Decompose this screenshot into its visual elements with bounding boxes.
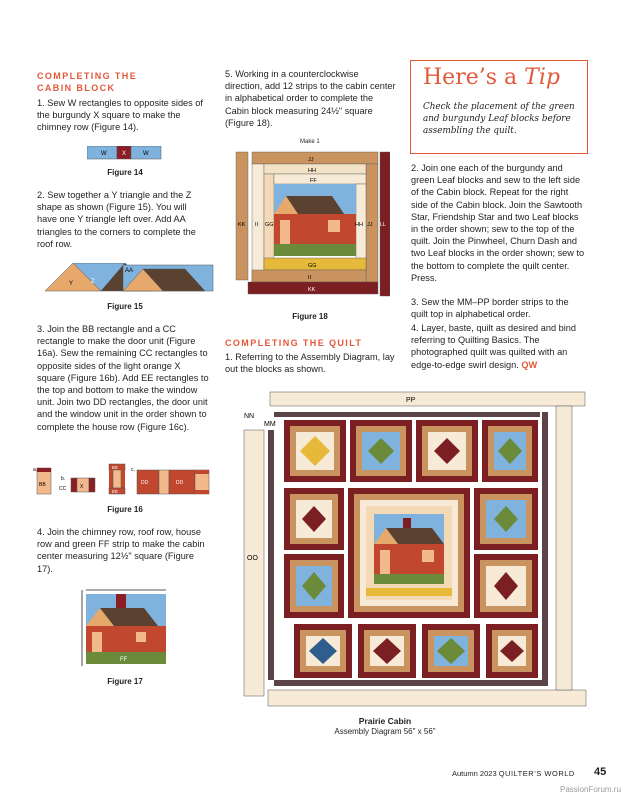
ff-label: FF bbox=[120, 657, 128, 663]
central-cabin-block bbox=[348, 488, 470, 618]
pp-border bbox=[270, 392, 585, 406]
diagram-title: Prairie Cabin bbox=[358, 716, 412, 726]
w-label-right: W bbox=[143, 151, 149, 157]
make-label: Make 1 bbox=[300, 139, 320, 145]
diagram-subtitle: Assembly Diagram 56" x 56" bbox=[334, 727, 436, 736]
qw-end-mark: QW bbox=[521, 359, 538, 370]
step-3b-text: 3. Sew the MM–PP border strips to the quilt top in alphabetical order. bbox=[411, 297, 569, 320]
step-4-text: 4. Join the chimney row, roof row, house row and green FF strip to make the cabin center measuring 12½" square (Figure 17). bbox=[37, 527, 205, 574]
w-label-left: W bbox=[101, 151, 107, 157]
gg-left-label: GG bbox=[265, 222, 274, 228]
quilt-step-1-text: 1. Referring to the Assembly Diagram, lay out the blocks as shown. bbox=[225, 352, 395, 375]
cc-label: CC bbox=[59, 486, 67, 492]
b-label: b. bbox=[61, 476, 66, 482]
jj-right-label: JJ bbox=[367, 222, 373, 228]
oo-label: OO bbox=[247, 555, 258, 562]
x-label: X bbox=[122, 151, 127, 157]
tip-title: Here’s a Tip bbox=[423, 65, 560, 90]
tip-text: Check the placement of the green and burgundy Leaf blocks before assembling the quilt. bbox=[423, 102, 575, 136]
gg-bottom-label: GG bbox=[308, 263, 317, 269]
figure-14-diagram bbox=[87, 146, 165, 160]
figure-14-caption: Figure 14 bbox=[107, 168, 143, 177]
bb-label: BB bbox=[39, 482, 46, 488]
tip-box bbox=[410, 60, 588, 154]
x-window-label: X bbox=[80, 484, 84, 490]
hh-right-label: HH bbox=[355, 222, 363, 228]
a-label: a. bbox=[33, 467, 38, 473]
dd-label-1: DD bbox=[141, 480, 149, 486]
figure-17-caption: Figure 17 bbox=[107, 677, 143, 686]
ee-label-bottom: EE bbox=[112, 489, 119, 494]
figure-16-caption: Figure 16 bbox=[107, 505, 143, 514]
assembly-diagram bbox=[238, 388, 588, 714]
bottom-row-blocks bbox=[294, 624, 538, 678]
dd-label-2: DD bbox=[176, 480, 184, 486]
oo-border bbox=[244, 430, 264, 696]
quilt-heading: COMPLETING THE QUILT bbox=[225, 338, 363, 348]
figure-18-caption: Figure 18 bbox=[292, 312, 328, 321]
pp-label: PP bbox=[406, 397, 416, 404]
c-label: c. bbox=[131, 467, 135, 473]
step-3-text: 3. Join the BB rectangle and a CC rectangle to make the door unit (Figure 16a). Sew the remaining CC rectangles to opposite sides of the light orange X square (Figure 16b). Add EE rectangles to the top and bottom to make the window unit. Join two DD rectangles, the door unit and the window unit in the order shown to complete the house row (Figure 16c). bbox=[37, 324, 209, 432]
kk-bottom-label: KK bbox=[308, 287, 316, 293]
nn-border bbox=[274, 412, 540, 417]
cabin-block-heading: COMPLETING THE CABIN BLOCK bbox=[37, 71, 138, 93]
watermark: PassionForum.ru bbox=[560, 785, 621, 794]
page-number: 45 bbox=[594, 766, 607, 778]
ii-bottom-label: II bbox=[308, 275, 312, 281]
hh-label: HH bbox=[308, 168, 316, 174]
ff-top-label: FF bbox=[310, 178, 317, 184]
y-label: Y bbox=[69, 281, 74, 287]
jj-label: JJ bbox=[308, 157, 314, 163]
step-5-text: 5. Working in a counterclockwise direction, add 12 strips to the cabin center in alphabetical order to complete the Cabin block measuring 24½" square (Figure 18). bbox=[225, 69, 396, 128]
ll-label: LL bbox=[380, 222, 387, 228]
step-2b-text: 2. Join one each of the burgundy and green Leaf blocks and sew to the left side of the Cabin block. Repeat for the right side of the Cabin block. Join the Sawtooth Star, Friendship Star and two Leaf blocks in the order shown; sew to the top of the quilt. Join the Pinwheel, Churn Dash and two Leaf blocks in the order shown; sew to the bottom to complete the quilt center. Press. bbox=[411, 163, 585, 283]
aa-label: AA bbox=[125, 268, 134, 274]
figure-15-diagram bbox=[45, 263, 215, 293]
ee-label-top: EE bbox=[112, 465, 119, 470]
mm-label: MM bbox=[264, 421, 276, 428]
figure-15-caption: Figure 15 bbox=[107, 302, 143, 311]
step-4b-text: 4. Layer, baste, quilt as desired and bind referring to Quilting Basics. The photographed quilt was quilted with an edge-to-edge swirl design. QW bbox=[411, 323, 576, 370]
top-row-blocks bbox=[284, 420, 538, 482]
figure-18-diagram bbox=[232, 146, 390, 306]
ii-left-label: II bbox=[255, 222, 259, 228]
nn-label: NN bbox=[244, 413, 255, 420]
kk-left-label: KK bbox=[238, 222, 246, 228]
mm-border bbox=[268, 430, 274, 680]
footer-credit: Autumn 2023 QUILTER’S WORLD bbox=[452, 769, 575, 778]
step-1-text: 1. Sew W rectangles to opposite sides of the burgundy X square to make the chimney row (Figure 14). bbox=[37, 98, 203, 133]
figure-17-diagram bbox=[78, 588, 170, 670]
figure-16-diagram bbox=[33, 462, 218, 498]
step-2-text: 2. Sew together a Y triangle and the Z shape as shown (Figure 15). You will have one Y triangle left over. Add AA triangles to the corners to complete the roof row. bbox=[37, 190, 196, 249]
z-label: Z bbox=[91, 279, 95, 285]
